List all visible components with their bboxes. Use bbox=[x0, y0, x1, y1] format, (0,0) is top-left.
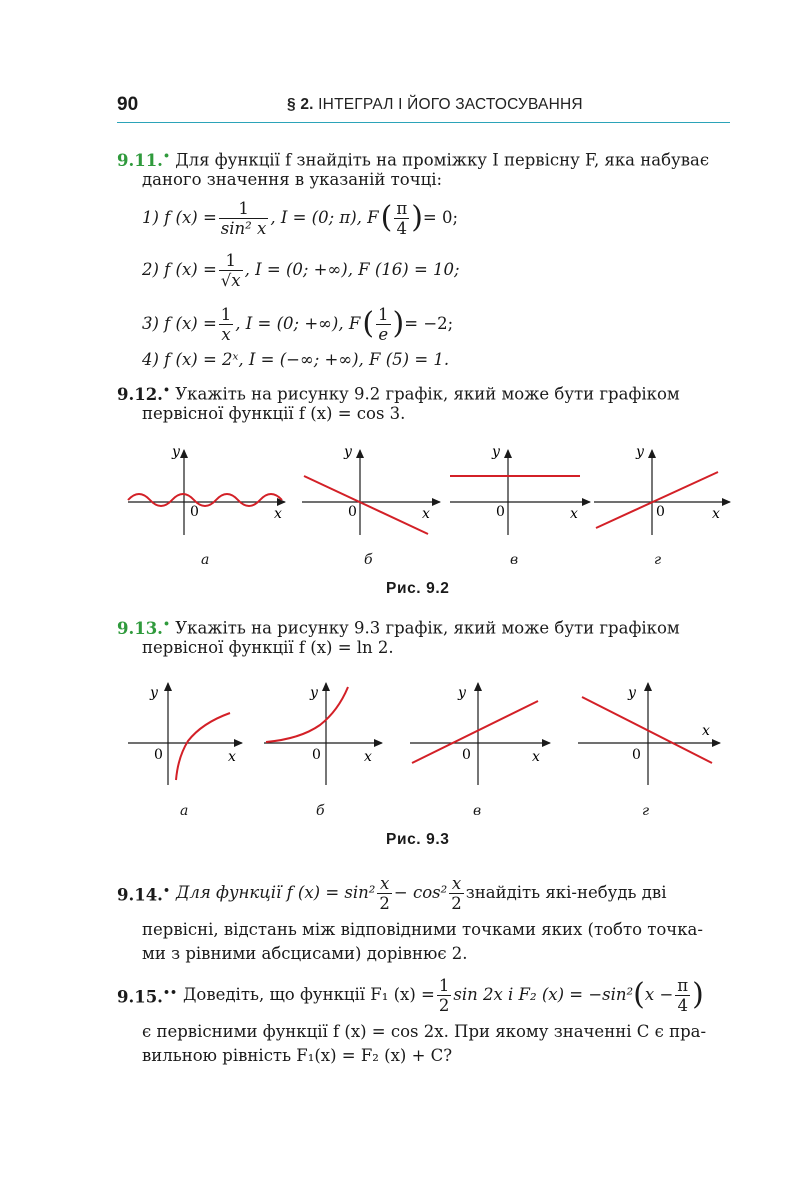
exercise-9-14-line-2: первісні, відстань між відповідними точками яких (тобто точка- bbox=[142, 920, 703, 939]
fig93-label-g: г bbox=[642, 803, 650, 819]
exercise-9-11-item-3: 3) f (x) = $\frac{1}{x}$ , I = (0; +∞), F ( $\frac{1}{e}$ ) = −2; bbox=[142, 304, 454, 344]
exercise-text: Укажіть на рисунку 9.3 графік, який може бути графіком bbox=[175, 618, 680, 638]
exercise-9-11-item-4: 4) f (x) = 2ˣ, I = (−∞; +∞), F (5) = 1. bbox=[142, 350, 450, 369]
exercise-number: 9.15.•• bbox=[117, 985, 177, 1007]
section-title bbox=[287, 96, 583, 114]
fig93-label-v: в bbox=[473, 803, 482, 819]
fig93-curve-v bbox=[412, 701, 538, 763]
exercise-9-15-line-1: 9.15.•• Доведіть, що функції F₁ (x) = $\frac{1}{2}$ sin 2x і F₂ (x) = −sin² ( x − $\frac{\pi}{4}$ ) bbox=[117, 975, 704, 1015]
exercise-9-11-item-1: 1) f (x) = $\frac{1}{\text{sin² x}}$ , I = (0; π), F ( $\frac{\pi}{4}$ ) = 0; bbox=[142, 198, 459, 238]
fig92-panel-b bbox=[302, 444, 440, 535]
fig93-caption: Рис. 9.3 bbox=[386, 831, 450, 848]
fig92-label-a: а bbox=[201, 552, 210, 568]
svg-text:0: 0 bbox=[656, 504, 665, 520]
svg-text:y: y bbox=[150, 685, 158, 701]
exercise-number: 9.14.• bbox=[117, 883, 170, 905]
origin-label: 0 bbox=[190, 504, 199, 520]
fig92-label-g: г bbox=[654, 552, 662, 568]
exercise-9-12-line-2: первісної функції f (x) = cos 3. bbox=[142, 404, 406, 423]
svg-text:y: y bbox=[492, 444, 500, 460]
svg-text:y: y bbox=[310, 685, 318, 701]
fig93-panel-b bbox=[264, 683, 382, 785]
page-number: 90 bbox=[117, 94, 139, 115]
fig93-label-a: а bbox=[180, 803, 189, 819]
axis-y-label: y bbox=[172, 444, 180, 460]
fig92-caption: Рис. 9.2 bbox=[386, 580, 450, 597]
fig93-curve-a bbox=[176, 713, 230, 780]
svg-text:x: x bbox=[228, 749, 236, 765]
fig92-panel-g bbox=[594, 444, 730, 535]
fig93-curve-g bbox=[582, 697, 712, 763]
svg-text:0: 0 bbox=[154, 747, 163, 763]
fig92-label-v: в bbox=[510, 552, 519, 568]
fig92-panel-a bbox=[128, 444, 285, 535]
svg-text:0: 0 bbox=[462, 747, 471, 763]
fraction: $\frac{x}{2}$ bbox=[379, 873, 390, 913]
exercise-number: 9.11.• bbox=[117, 149, 170, 170]
exercise-9-11-line-2: даного значення в указаній точці: bbox=[142, 170, 443, 189]
svg-text:0: 0 bbox=[496, 504, 505, 520]
exercise-9-14-line-1: 9.14.• Для функції f (x) = sin² $\frac{x}{2}$ − cos² $\frac{x}{2}$ знайдіть які-небудь дві bbox=[117, 873, 667, 913]
svg-text:x: x bbox=[364, 749, 372, 765]
fraction: $\frac{1}{\text{sin² x}}$ bbox=[220, 198, 267, 238]
svg-text:y: y bbox=[344, 444, 352, 460]
exercise-text: Укажіть на рисунку 9.2 графік, який може бути графіком bbox=[175, 384, 680, 404]
fig93-panel-a bbox=[128, 683, 242, 785]
exercise-9-15-line-3: вильною рівність F₁(x) = F₂ (x) + C? bbox=[142, 1046, 453, 1065]
section-mark: § 2. bbox=[287, 96, 314, 113]
fraction: $\frac{1}{x}$ bbox=[220, 304, 232, 344]
svg-text:y: y bbox=[636, 444, 644, 460]
figure-9-3 bbox=[0, 675, 800, 810]
fig92-panel-v bbox=[450, 444, 590, 535]
fraction: $\frac{1}{√x}$ bbox=[220, 250, 241, 290]
page-header bbox=[117, 92, 730, 123]
fraction: $\frac{1}{2}$ bbox=[438, 975, 450, 1015]
svg-text:0: 0 bbox=[348, 504, 357, 520]
axis-x-label: x bbox=[274, 506, 282, 522]
exercise-9-11-item-2: 2) f (x) = $\frac{1}{√x}$ , I = (0; +∞), F (16) = 10; bbox=[142, 250, 460, 290]
exercise-9-15-line-2: є первісними функції f (x) = cos 2x. При якому значенні C є пра- bbox=[142, 1022, 707, 1041]
fig92-label-b: б bbox=[364, 552, 373, 568]
fig93-label-b: б bbox=[316, 803, 325, 819]
exercise-number: 9.13.• bbox=[117, 617, 170, 638]
fraction: $\frac{\pi}{4}$ bbox=[677, 975, 689, 1015]
section-title-text: ІНТЕГРАЛ І ЙОГО ЗАСТОСУВАННЯ bbox=[318, 96, 583, 113]
fig92-curve-a bbox=[128, 494, 282, 506]
fraction: $\frac{1}{e}$ bbox=[378, 304, 389, 344]
fraction: $\frac{\pi}{4}$ bbox=[396, 198, 408, 238]
fig93-panel-g bbox=[578, 683, 720, 785]
svg-text:y: y bbox=[628, 685, 636, 701]
svg-text:0: 0 bbox=[632, 747, 641, 763]
fraction: $\frac{x}{2}$ bbox=[451, 873, 462, 913]
svg-text:x: x bbox=[532, 749, 540, 765]
svg-text:y: y bbox=[458, 685, 466, 701]
exercise-text: Для функції f знайдіть на проміжку I первісну F, яка набуває bbox=[175, 150, 710, 170]
exercise-number: 9.12.• bbox=[117, 383, 170, 404]
svg-text:x: x bbox=[712, 506, 720, 522]
svg-text:0: 0 bbox=[312, 747, 321, 763]
svg-text:x: x bbox=[570, 506, 578, 522]
svg-text:x: x bbox=[702, 723, 710, 739]
exercise-9-13-line-2: первісної функції f (x) = ln 2. bbox=[142, 638, 394, 657]
figure-9-2 bbox=[0, 440, 800, 575]
svg-text:x: x bbox=[422, 506, 430, 522]
fig93-panel-v bbox=[410, 683, 550, 785]
fig92-curve-b bbox=[304, 476, 428, 534]
fig93-curve-b bbox=[266, 687, 348, 742]
exercise-9-14-line-3: ми з рівними абсцисами) дорівнює 2. bbox=[142, 944, 468, 963]
